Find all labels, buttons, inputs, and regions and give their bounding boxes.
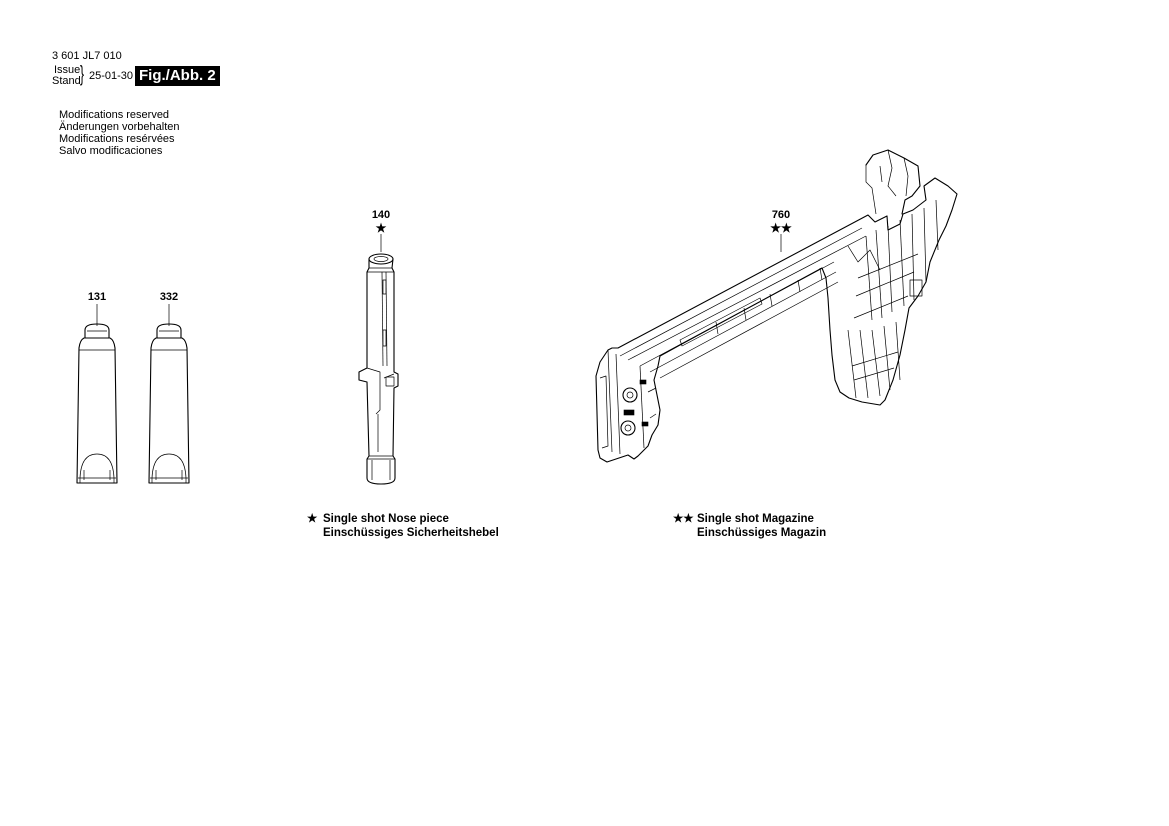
issue-brace: }: [80, 61, 85, 86]
document-number: 3 601 JL7 010: [52, 50, 122, 62]
nose-piece-140-illustration: [359, 254, 398, 484]
legend-nose-piece-de: Einschüssiges Sicherheitshebel: [323, 527, 499, 539]
grease-tube-332-illustration: [149, 324, 189, 483]
legend-magazine: [673, 512, 826, 540]
figure-label: Fig./Abb. 2: [135, 66, 220, 86]
legend-nose-piece-en: Single shot Nose piece: [323, 513, 449, 525]
issue-date: 25-01-30: [89, 70, 134, 82]
legend-magazine-de: Einschüssiges Magazin: [697, 527, 827, 539]
legend-magazine-en: Single shot Magazine: [697, 513, 814, 525]
part-marker-140: ★: [375, 221, 387, 235]
magazine-760-illustration: [596, 150, 957, 462]
part-marker-760: ★★: [770, 221, 792, 235]
issue-label: Issue: [54, 64, 81, 76]
modifications-fr: Modifications resérvées: [59, 133, 175, 145]
part-number-140: 140: [371, 209, 391, 221]
part-number-332: 332: [159, 291, 179, 303]
grease-tube-131-illustration: [77, 324, 117, 483]
part-number-760: 760: [771, 209, 791, 221]
legend-double-star-icon: ★★: [673, 513, 694, 525]
stand-label: Stand: [52, 75, 81, 87]
part-number-131: 131: [87, 291, 107, 303]
modifications-es: Salvo modificaciones: [59, 145, 163, 157]
modifications-de: Änderungen vorbehalten: [59, 121, 180, 133]
legend-nose-piece: [307, 512, 499, 540]
modifications-en: Modifications reserved: [59, 109, 170, 121]
legend-star-icon: ★: [307, 513, 318, 525]
